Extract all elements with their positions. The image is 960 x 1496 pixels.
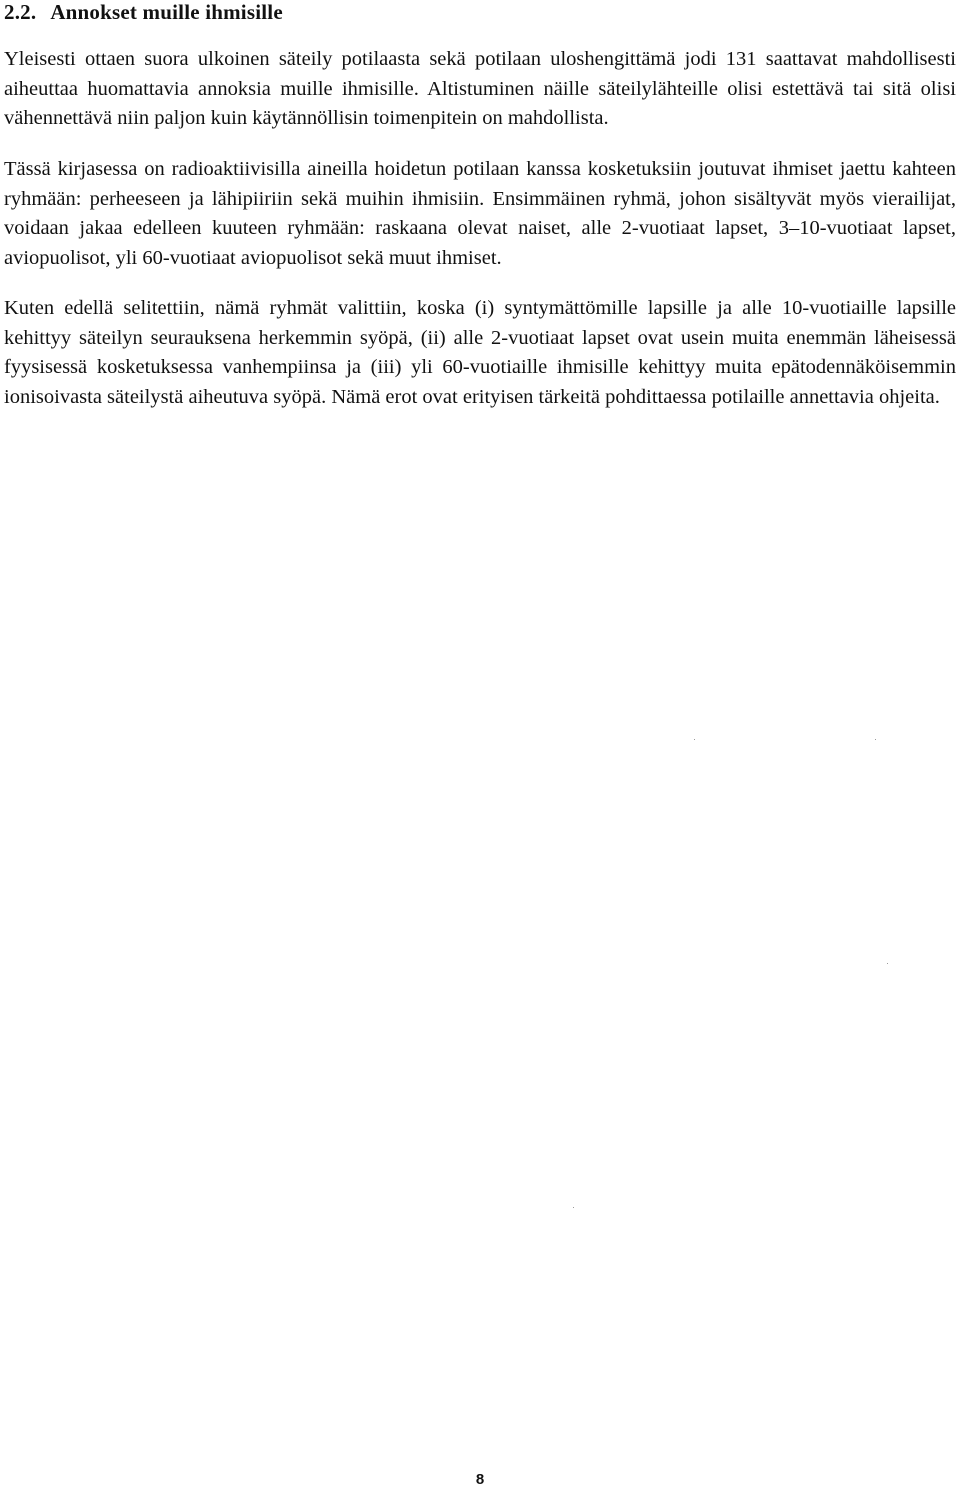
paragraph-group-rationale: Kuten edellä selitettiin, nämä ryhmät valittiin, koska (i) syntymättömille lapsille ja alle 10-vuotiaille lapsille kehittyy säteilyn seurauksena herkemmin syöpä, (ii) alle 2-vuotiaat lapset ovat usein muita enemmän läheisessä fyysisessä kosketuksessa vanhempiinsa ja (iii) yli 60-vuotiaille ihmisille kehittyy muita epätodennäköisemmin ionisoivasta säteilystä aiheutuva syöpä. Nämä erot ovat erityisen tärkeitä pohdittaessa potilaille annettavia ohjeita.: [4, 297, 956, 408]
paragraph-contact-groups: Tässä kirjasessa on radioaktiivisilla aineilla hoidetun potilaan kanssa kosketuksiin joutuvat ihmiset jaettu kahteen ryhmään: perheeseen ja lähipiiriin sekä muihin ihmisiin. Ensimmäinen ryhmä, johon sisältyvät myös vierailijat, voidaan jakaa edelleen kuuteen ryhmään: raskaana olevat naiset, alle 2-vuotiaat lapset, 3–10-vuotiaat lapset, aviopuolisot, yli 60-vuotiaat aviopuolisot sekä muut ihmiset.: [4, 158, 956, 269]
section-title: Annokset muille ihmisille: [50, 0, 283, 24]
page-number: 8: [475, 1471, 485, 1488]
scan-speck: [694, 739, 695, 740]
section-number: 2.2.: [4, 0, 37, 24]
scan-speck: [875, 739, 876, 740]
scan-speck: [887, 963, 888, 964]
scan-speck: [573, 1207, 574, 1208]
section-heading: [4, 0, 283, 26]
paragraph-external-radiation: Yleisesti ottaen suora ulkoinen säteily potilaasta sekä potilaan uloshengittämä jodi 131 saattavat mahdollisesti aiheuttaa huomattavia annoksia muille ihmisille. Altistuminen näille säteilylähteille olisi estettävä tai sitä olisi vähennettävä niin paljon kuin käytännöllisin toimenpitein on mahdollista.: [4, 48, 956, 129]
